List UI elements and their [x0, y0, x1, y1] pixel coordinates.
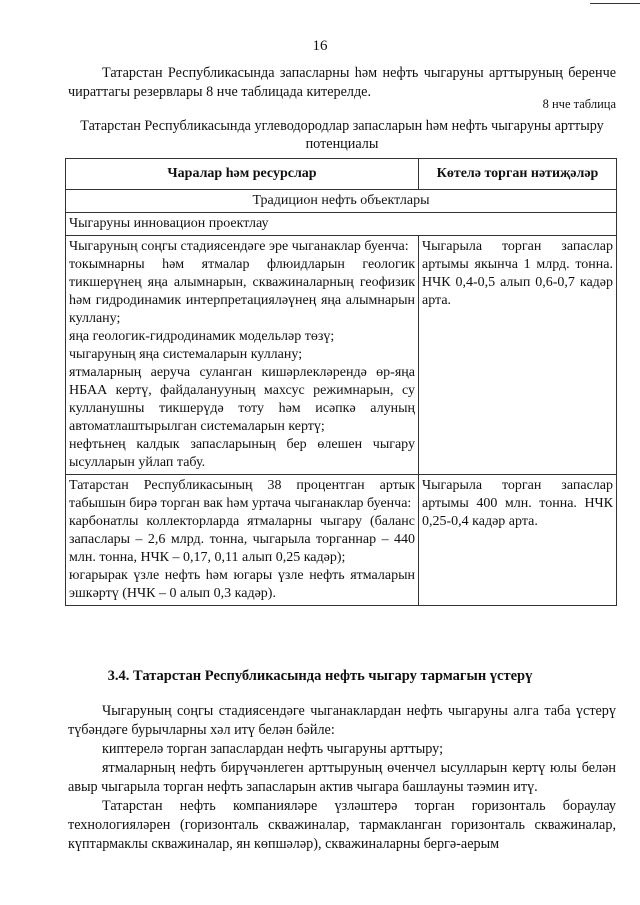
section-paragraph-1: Чыгаруның соңгы стадиясендәге чыганаклардан нефть чыгаруны алга таба үстерү түбәндәге бурычларны хәл итү белән бәйле:	[68, 703, 616, 738]
list-item: киптерелә торган запаслардан нефть чыгаруны арттыру;	[102, 741, 444, 757]
table-project-row	[66, 213, 617, 236]
table-subheader-row	[66, 190, 617, 213]
measure-line: яңа геологик-гидродинамик модельләр төзү;	[69, 329, 335, 344]
table-caption: Татарстан Республикасында углеводородлар запасларын һәм нефть чыгаруны арттыру потенциалы	[80, 118, 604, 152]
list-item: ятмаларның нефть бирүчәнлеген арттыруның өченчел ысулларын кертү юлы белән авыр чыгарыла торган нефть запасларын актив чыгара башлауны тәэмин итү.	[68, 760, 616, 795]
measures-cell	[66, 236, 419, 475]
result-cell: Чыгарыла торган запаслар артымы 400 млн. тонна. НЧК 0,25-0,4 кадәр арта.	[419, 475, 617, 606]
measure-line: Чыгаруның соңгы стадиясендәге эре чыганаклар буенча:	[69, 239, 409, 254]
intro-paragraph: Татарстан Республикасында запасларны һәм нефть чыгаруны арттыруның беренче чираттагы резервлары 8 нче таблицада китерелде.	[68, 65, 616, 100]
measure-line: Татарстан Республикасының 38 процентган артык табышын бирә торган вак һәм уртача чыганаклар буенча:	[69, 478, 415, 511]
measure-line: карбонатлы коллекторларда ятмаларны чыгару (баланс запаслары – 2,6 млрд. тонна, чыгарыла торганнар – 440 млн. тонна, НЧК – 0,17, 0,11 алып 0,25 кадәр);	[69, 514, 415, 565]
table-row	[66, 475, 617, 606]
table-label: 8 нче таблица	[542, 97, 616, 111]
header-measures: Чаралар һәм ресурслар	[66, 159, 419, 190]
table-row	[66, 236, 617, 475]
section-paragraph-2: Татарстан нефть компанияләре үзләштерә торган горизонталь бораулау технологияләрен (горизонталь скважиналар, тармакланган горизонталь скважиналар, күптармаклы скважиналар, ян көпшәләр), скважиналарны бергә-аерым	[68, 798, 616, 852]
table-header-row	[66, 159, 617, 190]
measure-line: чыгаруның яңа системаларын куллану;	[69, 347, 303, 362]
measures-cell	[66, 475, 419, 606]
project-row-label: Чыгаруны инновацион проектлау	[66, 213, 617, 236]
page-number: 16	[312, 38, 328, 54]
section-heading: 3.4. Татарстан Республикасында нефть чыгару тармагын үстерү	[107, 668, 533, 684]
subheader-traditional: Традицион нефть объектлары	[66, 190, 617, 213]
measure-line: нефтьнең калдык запасларының бер өлешен чыгару ысулларын уйлап табу.	[69, 437, 415, 470]
result-cell: Чыгарыла торган запаслар артымы якынча 1 млрд. тонна. НЧК 0,4-0,5 алып 0,6-0,7 кадәр арта.	[419, 236, 617, 475]
measure-line: ятмаларның аеруча суланган кишәрлекләрендә өр-яңа НБАА кертү, файдаланууның махсус режимнарын, су кулланушны тикшерүдә тоту һәм исәпкә алуның автоматлаштырылган системаларын кертү;	[69, 365, 415, 434]
top-rule	[590, 3, 640, 4]
resources-table	[65, 158, 617, 606]
measure-line: югарырак үзле нефть һәм югары үзле нефть ятмаларын эшкәртү (НЧК – 0 алып 0,3 кадәр).	[69, 568, 415, 601]
measure-line: токымнарны һәм ятмалар флюидларын геологик тикшерүнең яңа алымнарын, скважиналарның геофизик һәм гидродинамик интерпретацияләүнең яңа алымнарын куллану;	[69, 257, 415, 326]
header-results: Көтелә торган нәтиҗәләр	[419, 159, 617, 190]
